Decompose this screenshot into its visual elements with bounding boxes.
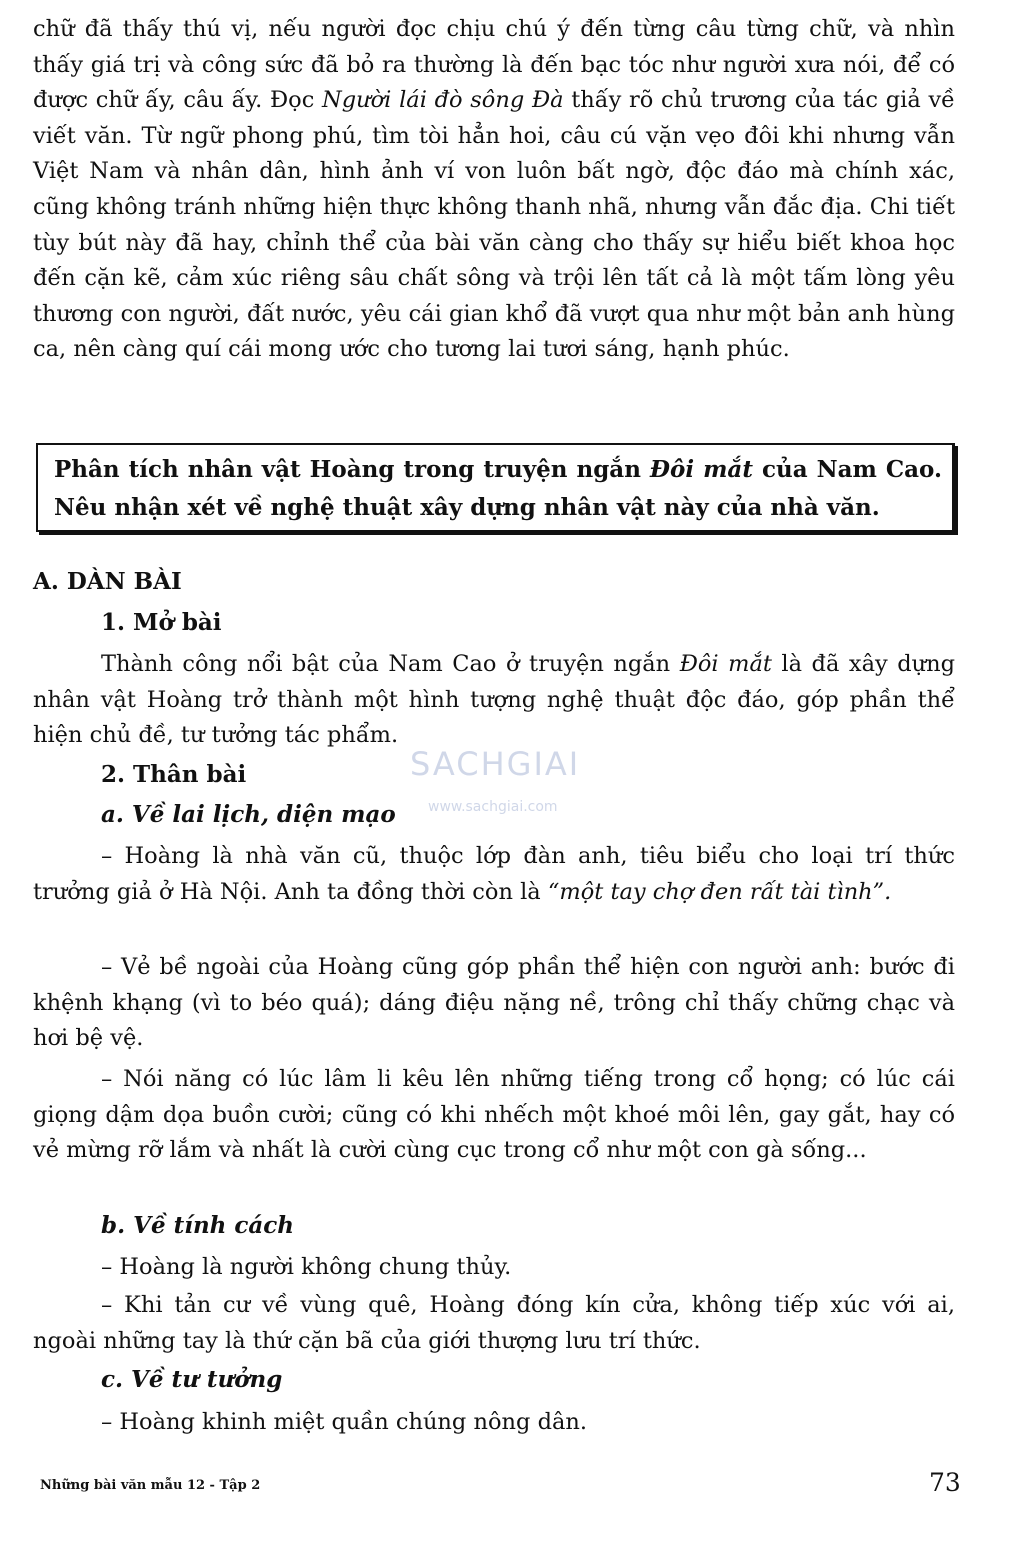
- paragraph-c1: – Hoàng khinh miệt quần chúng nông dân.: [101, 1409, 588, 1435]
- paragraph-a3: – Nói năng có lúc lâm li kêu lên những tiếng trong cổ họng; có lúc cái giọng dậm dọa buồn cười; cũng có khi nhếch một khoé môi lên, gay gắt, hay có vẻ mừng rỡ lắm và nhất là cười cùng cục trong cổ như một con gà sống...: [33, 1066, 955, 1164]
- watermark-logo: SACHGIAI: [410, 745, 581, 783]
- than-bai-heading: 2. Thân bài: [101, 761, 247, 788]
- paragraph-a2: – Vẻ bề ngoài của Hoàng cũng góp phần thể hiện con người anh: bước đi khệnh khạng (vì to béo quá); dáng điệu nặng nề, trông chỉ thấy chững chạc và hơi bệ vệ.: [33, 954, 955, 1052]
- paragraph-b2: – Khi tản cư về vùng quê, Hoàng đóng kín cửa, không tiếp xúc với ai, ngoài những tay là thứ cặn bã của giới thượng lưu trí thức.: [33, 1292, 955, 1354]
- question-text-1: Phân tích nhân vật Hoàng trong truyện ngắn: [54, 456, 650, 483]
- watermark-url: www.sachgiai.com: [428, 799, 558, 815]
- intro-paragraph: [33, 12, 955, 368]
- question-italic-title: Đôi mắt: [649, 456, 753, 483]
- intro-text-2: thấy rõ chủ trương của tác giả về viết văn. Từ ngữ phong phú, tìm tòi hẳn hoi, câu cú vặn vẹo đôi khi nhưng vẫn Việt Nam và nhân dân, hình ảnh ví von luôn bất ngờ, độc đáo mà chính xác, cũng không tránh những hiện thực không thanh nhã, nhưng vẫn đắc địa. Chi tiết tùy bút này đã hay, chỉnh thể của bài văn càng cho thấy sự hiểu biết khoa học đến cặn kẽ, cảm xúc riêng sâu chất sông và trội lên tất cả là một tấm lòng yêu thương con người, đất nước, yêu cái gian khổ đã vượt qua như một bản anh hùng ca, nên càng quí cái mong ước cho tương lai tươi sáng, hạnh phúc.: [33, 87, 956, 363]
- mo-bai-heading: 1. Mở bài: [101, 609, 222, 636]
- paragraph-a1: [33, 839, 955, 910]
- section-a-heading: A. DÀN BÀI: [33, 568, 182, 595]
- paragraph-a1-text: – Hoàng là nhà văn cũ, thuộc lớp đàn anh, tiêu biểu cho loại trí thức trưởng giả ở Hà Nội. Anh ta đồng thời còn là: [33, 843, 955, 905]
- mo-bai-text-2: là đã xây dựng nhân vật Hoàng trở thành một hình tượng nghệ thuật độc đáo, góp phần thể hiện chủ đề, tư tưởng tác phẩm.: [33, 651, 955, 749]
- question-box: [36, 443, 955, 532]
- intro-italic-title: Người lái đò sông Đà: [322, 87, 564, 114]
- paragraph-b1: – Hoàng là người không chung thủy.: [101, 1254, 512, 1280]
- section-a-sub-heading: a. Về lai lịch, diện mạo: [101, 801, 396, 828]
- page-number: 73: [929, 1468, 961, 1497]
- watermark: [410, 745, 620, 825]
- intro-text-1: chữ đã thấy thú vị, nếu người đọc chịu chú ý đến từng câu từng chữ, và nhìn thấy giá trị và công sức đã bỏ ra thường là đến bạc tóc như người xưa nói, để có được chữ ấy, câu ấy. Đọc: [33, 16, 955, 114]
- footer-book-title: Những bài văn mẫu 12 - Tập 2: [40, 1478, 261, 1493]
- paragraph-a1-quote: “một tay chợ đen rất tài tình”.: [547, 878, 892, 905]
- section-b-sub-heading: b. Về tính cách: [101, 1212, 295, 1239]
- mo-bai-text-1: Thành công nổi bật của Nam Cao ở truyện ngắn: [101, 651, 680, 677]
- section-c-sub-heading: c. Về tư tưởng: [101, 1366, 283, 1393]
- question-text-2: của Nam Cao. Nêu nhận xét về nghệ thuật xây dựng nhân vật này của nhà văn.: [54, 456, 942, 521]
- mo-bai-paragraph: [33, 647, 955, 754]
- mo-bai-italic-title: Đôi mắt: [679, 651, 772, 677]
